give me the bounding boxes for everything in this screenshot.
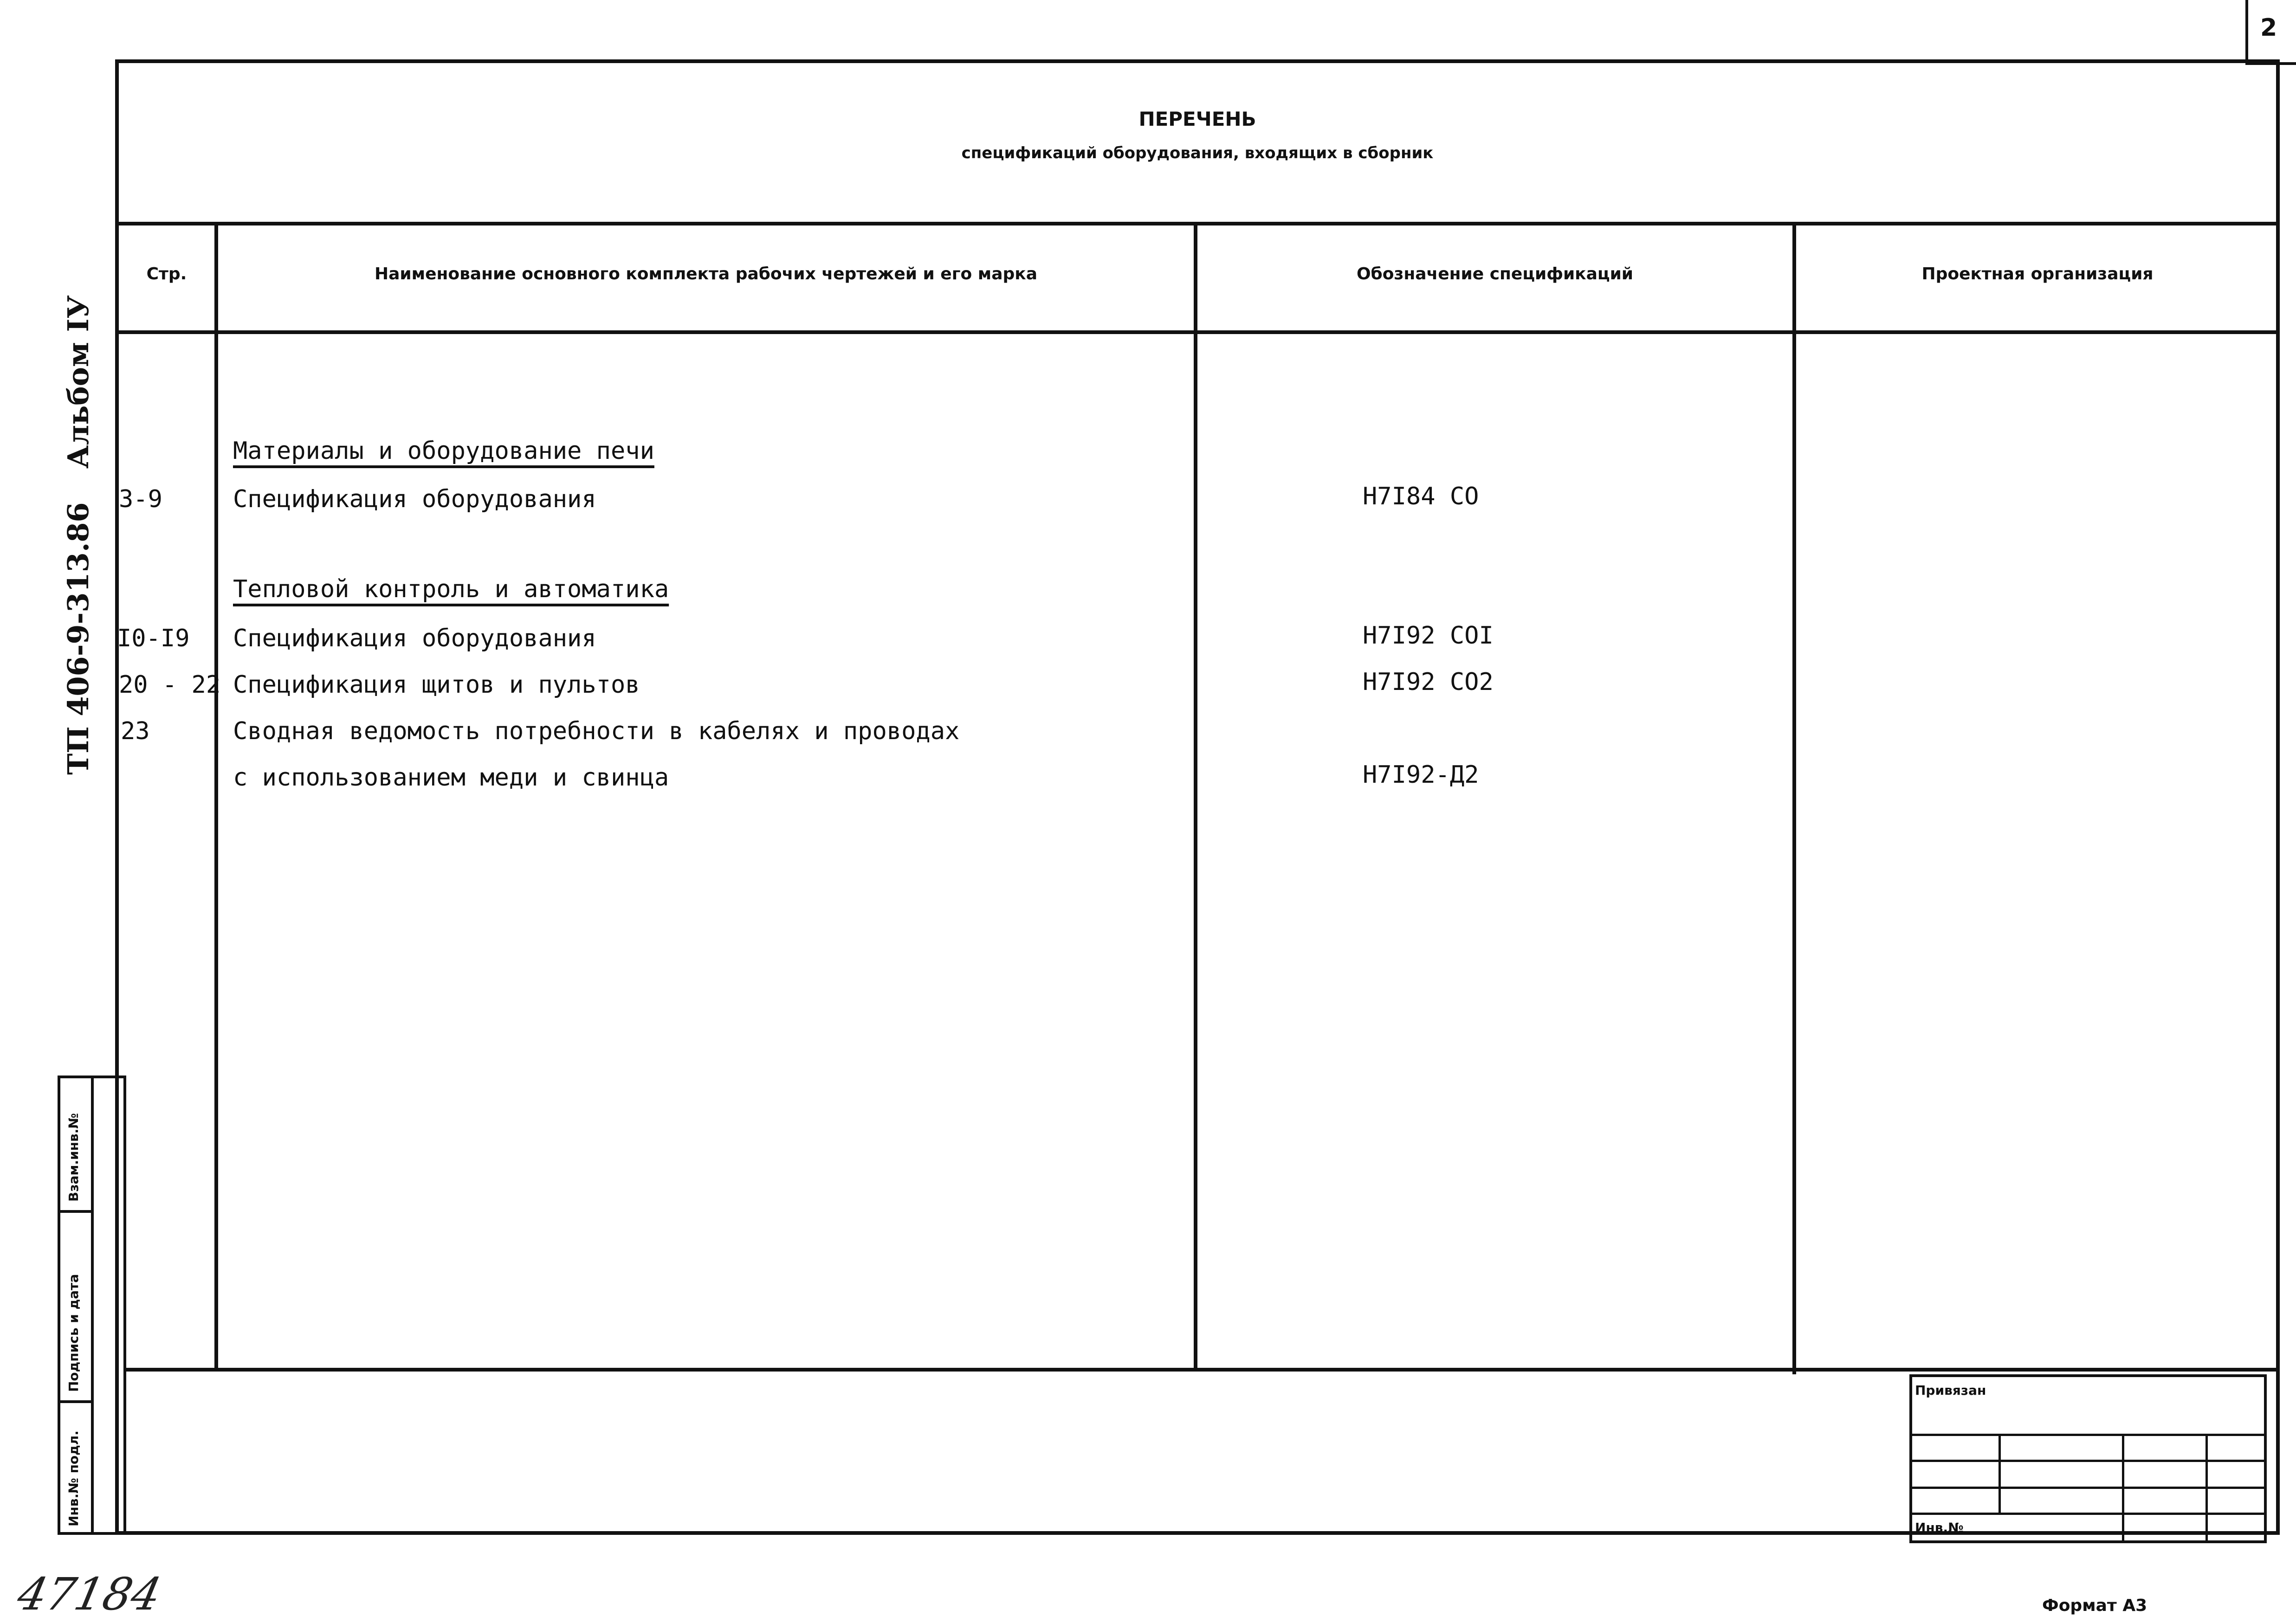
binding-stamp	[1909, 1374, 2267, 1543]
binding-row-sep	[1909, 1460, 2267, 1462]
vzam-inv-label: Взам.инв.№	[66, 1113, 81, 1202]
row-page: I0-I9	[117, 625, 190, 652]
handwritten-number: 47184	[13, 1568, 166, 1620]
binding-row-sep	[1909, 1434, 2267, 1436]
project-code: ТП 406-9-313.86	[61, 502, 95, 775]
row-name: с использованием меди и свинца	[233, 764, 669, 792]
header-name: Наименование основного комплекта рабочих чертежей и его марка	[375, 264, 1037, 283]
col-sep-designation	[1792, 222, 1796, 1374]
binding-col-sep	[2122, 1434, 2124, 1543]
col-sep-page	[214, 222, 218, 1370]
section-heading: Материалы и оборудование печи	[233, 437, 654, 465]
header-page: Стр.	[146, 264, 187, 283]
col-sep-name	[1194, 222, 1197, 1370]
binding-col-sep	[2205, 1434, 2208, 1543]
format-label: Формат А3	[2042, 1596, 2147, 1615]
signature-date-label: Подпись и дата	[66, 1274, 81, 1392]
sheet-number: 2	[2260, 14, 2277, 42]
row-designation: Н7I92 СОI	[1363, 622, 1494, 650]
binding-title: Привязан	[1915, 1383, 1986, 1398]
row-designation: Н7I92 СО2	[1363, 668, 1494, 696]
left-stamp-row-sep	[58, 1400, 94, 1403]
header-bottom-border	[115, 330, 2280, 334]
row-page: 20 - 22	[119, 671, 221, 699]
binding-inv-label: Инв.№	[1915, 1520, 1964, 1535]
header-designation: Обозначение спецификаций	[1356, 264, 1634, 283]
row-name: Спецификация оборудования	[233, 625, 596, 652]
table-top-border	[115, 222, 2280, 225]
inv-podl-label: Инв.№ подл.	[66, 1430, 81, 1526]
binding-col-sep	[1998, 1434, 2001, 1513]
row-name: Сводная ведомость потребности в кабелях и проводах	[233, 717, 960, 745]
sheet-number-box-left	[2245, 0, 2248, 65]
row-designation: Н7I92-Д2	[1363, 761, 1479, 789]
row-page: 23	[121, 717, 150, 745]
left-stamp-divider	[91, 1076, 94, 1535]
row-page: 3-9	[119, 485, 162, 513]
bottom-strip-border	[126, 1368, 2280, 1372]
binding-row-sep	[1909, 1487, 2267, 1489]
binding-row-sep	[1909, 1513, 2267, 1515]
header-organization: Проектная организация	[1921, 264, 2154, 283]
row-name: Спецификация оборудования	[233, 485, 596, 513]
row-designation: Н7I84 СО	[1363, 483, 1479, 510]
album-label: Альбом IУ	[61, 295, 95, 469]
row-name: Спецификация щитов и пультов	[233, 671, 640, 699]
page-title: ПЕРЕЧЕНЬ	[1138, 108, 1256, 130]
section-heading: Тепловой контроль и автоматика	[233, 575, 669, 603]
left-stamp-row-sep	[58, 1210, 94, 1213]
page-subtitle: спецификаций оборудования, входящих в сборник	[961, 144, 1434, 162]
